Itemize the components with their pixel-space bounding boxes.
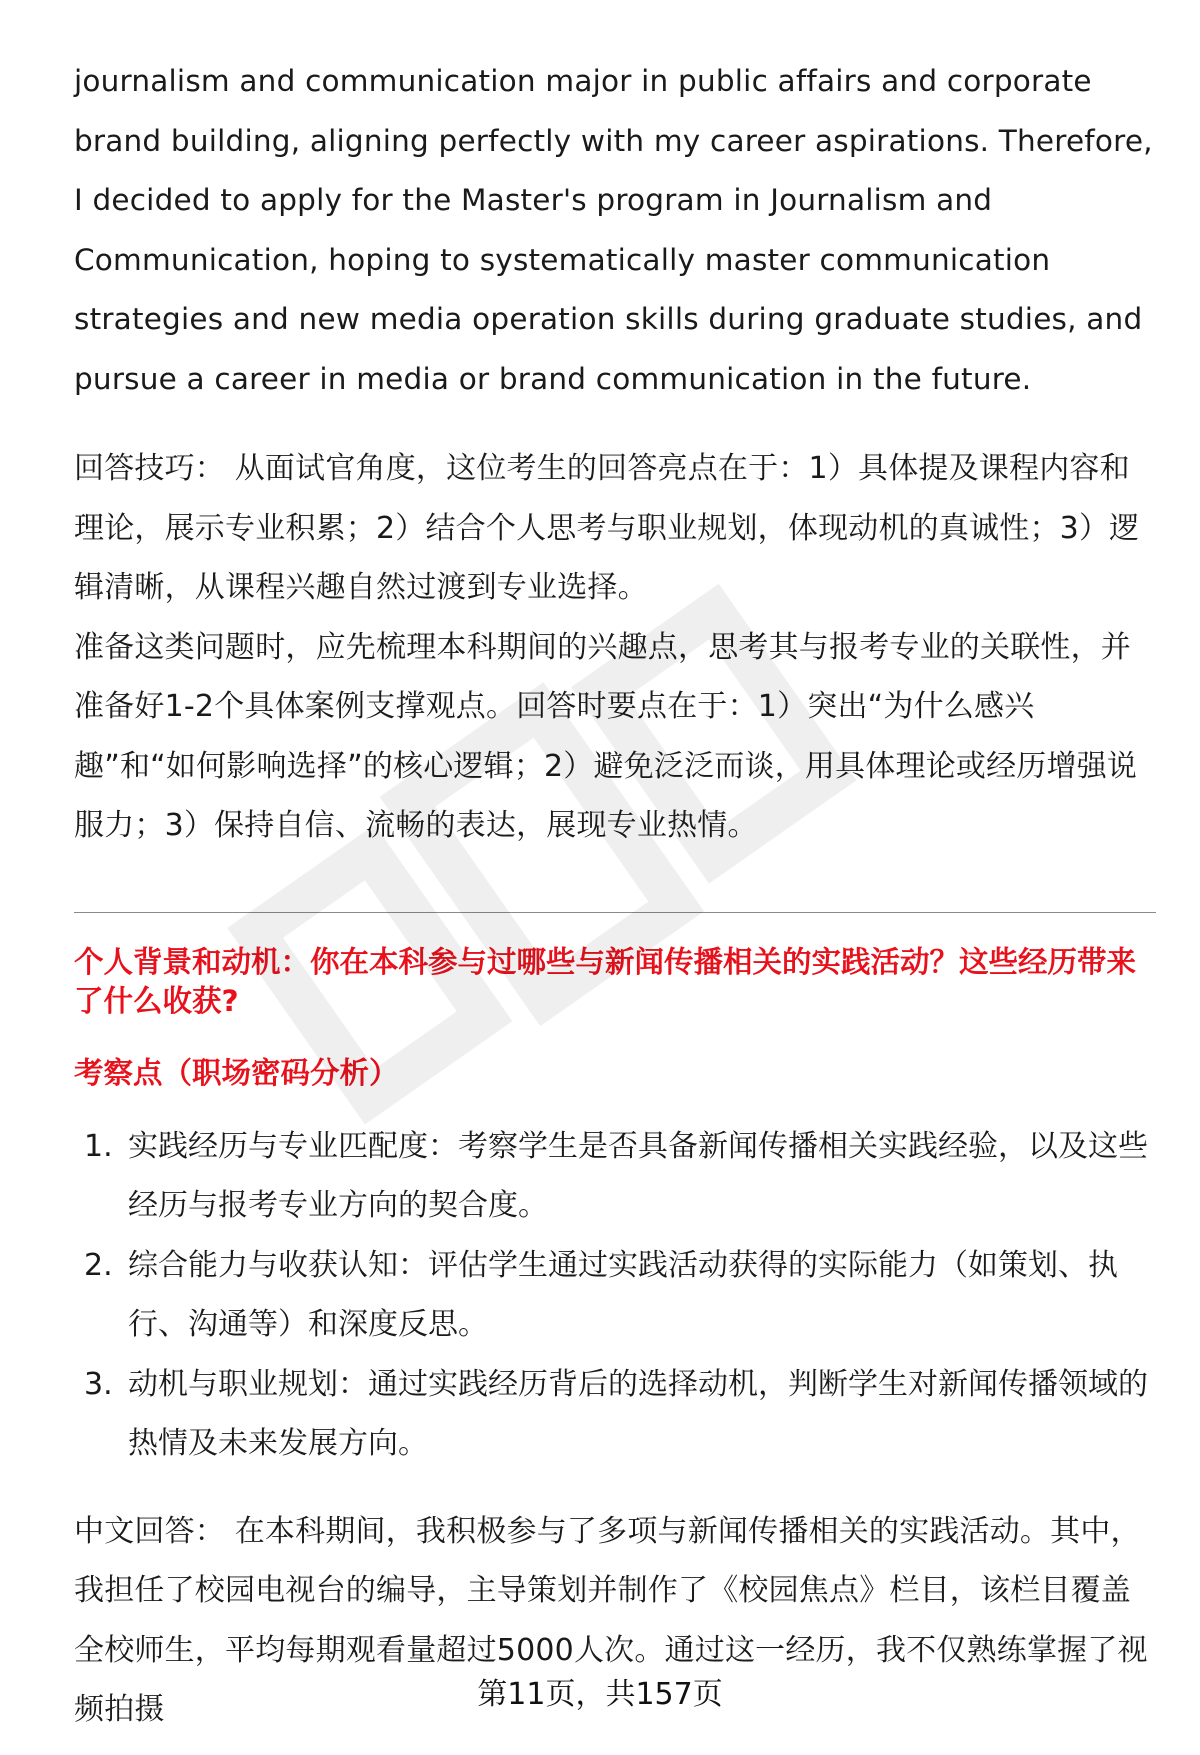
list-item xyxy=(74,1355,1154,1474)
assessment-points-list xyxy=(74,1117,1154,1474)
list-item-number: 1. xyxy=(84,1128,113,1164)
list-item xyxy=(74,1117,1154,1236)
chinese-answer-paragraph: 中文回答： 在本科期间，我积极参与了多项与新闻传播相关的实践活动。其中，我担任了校园电视台的编导，主导策划并制作了《校园焦点》栏目，该栏目覆盖全校师生，平均每期观看量超过5000人次。通过这一经历，我不仅熟练掌握了视频拍摄 xyxy=(74,1513,1148,1727)
document-page xyxy=(74,52,1154,1740)
list-item-number: 2. xyxy=(84,1247,113,1283)
answer-tips-paragraph: 回答技巧： 从面试官角度，这位考生的回答亮点在于：1）具体提及课程内容和理论，展示专业积累；2）结合个人思考与职业规划，体现动机的真诚性；3）逻辑清晰，从课程兴趣自然过渡到专业选择。 xyxy=(74,451,1140,605)
assessment-points-heading: 考察点（职场密码分析） xyxy=(74,1055,399,1090)
list-item-text: 综合能力与收获认知：评估学生通过实践活动获得的实际能力（如策划、执行、沟通等）和深度反思。 xyxy=(128,1247,1118,1342)
list-item xyxy=(74,1236,1154,1355)
question-heading: 个人背景和动机：你在本科参与过哪些与新闻传播相关的实践活动？这些经历带来了什么收获? xyxy=(74,944,1137,1018)
list-item-text: 实践经历与专业匹配度：考察学生是否具备新闻传播相关实践经验，以及这些经历与报考专业方向的契合度。 xyxy=(128,1128,1148,1223)
section-divider xyxy=(74,912,1156,913)
preparation-tips-paragraph: 准备这类问题时，应先梳理本科期间的兴趣点，思考其与报考专业的关联性，并准备好1-2个具体案例支撑观点。回答时要点在于：1）突出“为什么感兴趣”和“如何影响选择”的核心逻辑；2）避免泛泛而谈，用具体理论或经历增强说服力；3）保持自信、流畅的表达，展现专业热情。 xyxy=(74,629,1138,843)
page-number-footer: 第11页，共157页 xyxy=(477,1677,723,1712)
intro-paragraph-en: journalism and communication major in public affairs and corporate brand building, aligning perfectly with my career aspirations. Therefore, I decided to apply for the Master's program in Journalism and Communication, hoping to systematically master communication strategies and new media operation skills during graduate studies, and pursue a career in media or brand communication in the future. xyxy=(74,64,1153,396)
list-item-number: 3. xyxy=(84,1366,113,1402)
list-item-text: 动机与职业规划：通过实践经历背后的选择动机，判断学生对新闻传播领域的热情及未来发展方向。 xyxy=(128,1366,1148,1461)
